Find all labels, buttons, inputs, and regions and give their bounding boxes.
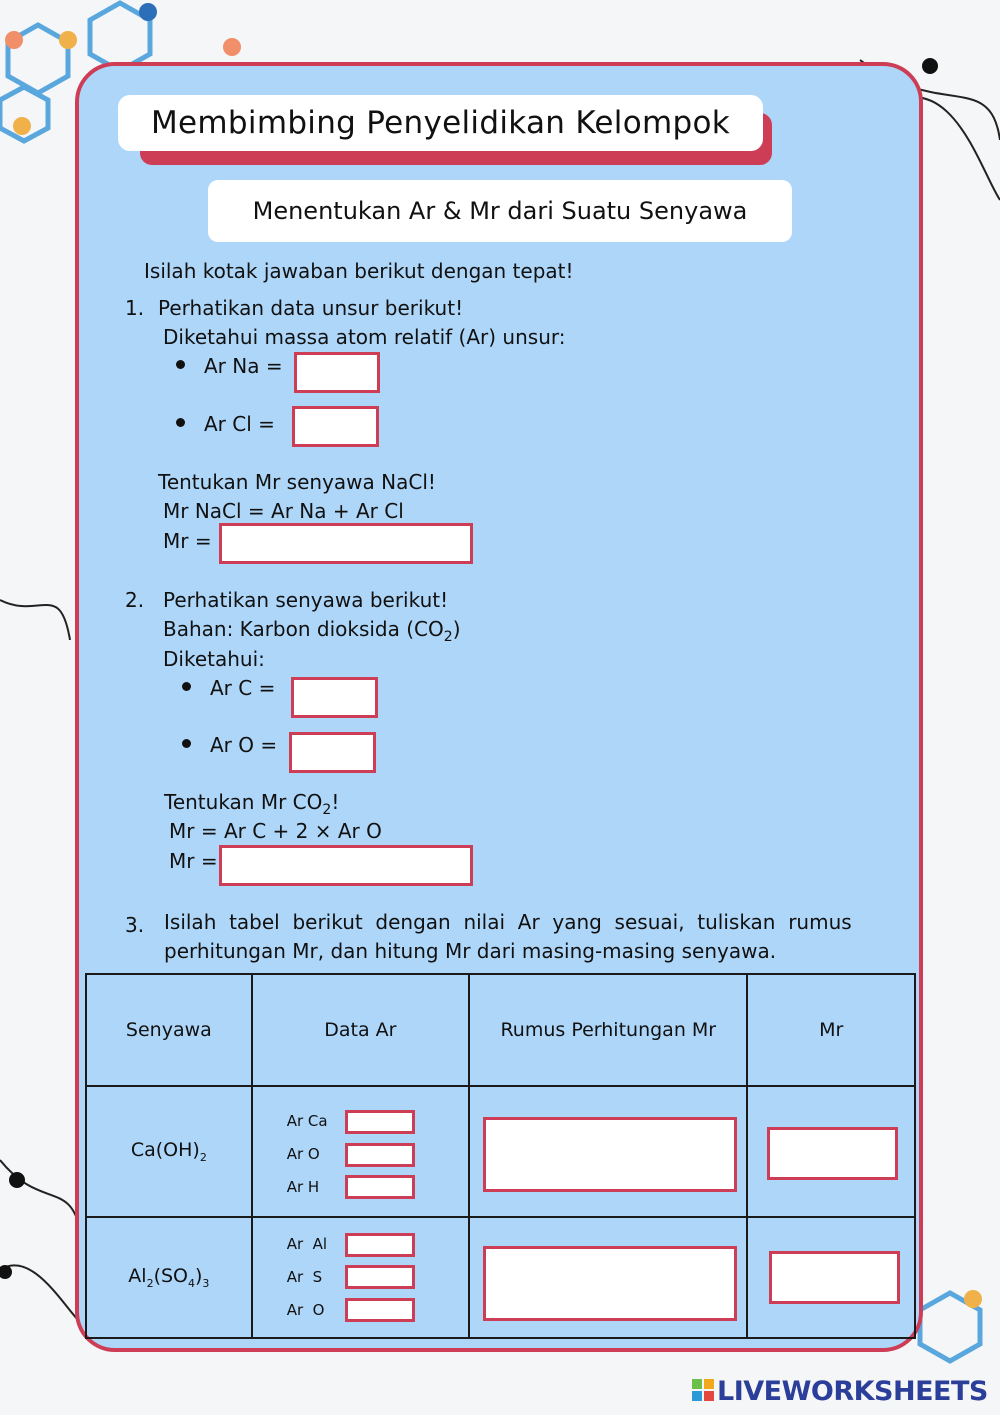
instruction-text: Isilah kotak jawaban berikut dengan tepat! bbox=[144, 259, 574, 283]
header-senyawa: Senyawa bbox=[86, 974, 252, 1086]
header-mr: Mr bbox=[747, 974, 915, 1086]
answer-table bbox=[85, 973, 916, 1339]
compound-cell: $Ca(OH)_2$ bbox=[86, 1086, 252, 1217]
q1-text: Perhatikan data unsur berikut! bbox=[158, 296, 464, 320]
bullet-icon bbox=[176, 360, 185, 369]
ar-al-input[interactable] bbox=[345, 1233, 415, 1257]
ar-o2-input[interactable] bbox=[345, 1298, 415, 1322]
header-data-ar: Data Ar bbox=[252, 974, 469, 1086]
q1-ar-cl-input[interactable] bbox=[292, 406, 379, 447]
q3-number: 3. bbox=[125, 913, 145, 937]
q2-mr-label: Mr = bbox=[169, 849, 218, 873]
mr-input[interactable] bbox=[769, 1251, 900, 1304]
compound-cell: $Al_2(SO_4)_3$ bbox=[86, 1217, 252, 1338]
ar-label: Ar S bbox=[286, 1268, 323, 1286]
ar-label: Ar Al bbox=[286, 1235, 328, 1253]
ar-label: Ar H bbox=[286, 1178, 320, 1196]
table-row bbox=[86, 1086, 915, 1217]
q1-ar-na-input[interactable] bbox=[294, 352, 380, 393]
mr-input[interactable] bbox=[767, 1127, 898, 1180]
q1-mr-label: Mr = bbox=[163, 529, 212, 553]
ar-label: Ar O bbox=[286, 1301, 325, 1319]
brand-text: LIVEWORKSHEETS bbox=[717, 1376, 988, 1407]
q2-given: Diketahui: bbox=[163, 647, 265, 671]
q2-material: Bahan: Karbon dioksida $(CO_2)$ bbox=[163, 617, 461, 645]
q3-line-1: Isilah tabel berikut dengan nilai Ar yang sesuai, tuliskan rumus bbox=[164, 910, 852, 934]
ar-label: Ar O bbox=[286, 1145, 320, 1163]
rumus-cell bbox=[469, 1086, 747, 1217]
q1-mr-input[interactable] bbox=[219, 523, 473, 564]
q1-given: Diketahui massa atom relatif (Ar) unsur: bbox=[163, 325, 566, 349]
rumus-cell bbox=[469, 1217, 747, 1338]
ar-o-input[interactable] bbox=[345, 1143, 415, 1167]
liveworksheets-icon bbox=[692, 1379, 714, 1401]
q1-formula: Mr NaCl = Ar Na + Ar Cl bbox=[163, 499, 404, 523]
ar-label: Ar Ca bbox=[286, 1112, 328, 1130]
q1-ar-na-label: Ar Na = bbox=[204, 354, 283, 378]
header-rumus: Rumus Perhitungan Mr bbox=[469, 974, 747, 1086]
bullet-icon bbox=[182, 739, 191, 748]
ar-h-input[interactable] bbox=[345, 1175, 415, 1199]
q2-ar-c-input[interactable] bbox=[291, 677, 378, 718]
data-ar-cell bbox=[252, 1086, 469, 1217]
rumus-input[interactable] bbox=[483, 1117, 737, 1192]
bullet-icon bbox=[176, 418, 185, 427]
mr-cell bbox=[747, 1217, 915, 1338]
page-title: Membimbing Penyelidikan Kelompok bbox=[118, 95, 763, 151]
q3-line-2: perhitungan Mr, dan hitung Mr dari masing-masing senyawa. bbox=[164, 939, 777, 963]
table-row bbox=[86, 1217, 915, 1338]
bullet-icon bbox=[182, 682, 191, 691]
data-ar-cell bbox=[252, 1217, 469, 1338]
q1-ar-cl-label: Ar Cl = bbox=[204, 412, 275, 436]
brand-logo bbox=[692, 1376, 988, 1407]
q2-mr-input[interactable] bbox=[219, 845, 473, 886]
q2-text: Perhatikan senyawa berikut! bbox=[163, 588, 449, 612]
q2-ar-o-input[interactable] bbox=[289, 732, 376, 773]
q2-ar-c-label: Ar C = bbox=[210, 676, 276, 700]
mr-cell bbox=[747, 1086, 915, 1217]
table-header-row bbox=[86, 974, 915, 1086]
rumus-input[interactable] bbox=[483, 1246, 737, 1321]
q2-number: 2. bbox=[125, 588, 145, 612]
q2-ar-o-label: Ar O = bbox=[210, 733, 278, 757]
q1-number: 1. bbox=[125, 296, 145, 320]
ar-s-input[interactable] bbox=[345, 1265, 415, 1289]
ar-ca-input[interactable] bbox=[345, 1110, 415, 1134]
q2-task: Tentukan Mr $CO_2$! bbox=[164, 790, 340, 818]
q2-formula: Mr = Ar C + 2 × Ar O bbox=[169, 819, 382, 843]
page-subtitle: Menentukan Ar & Mr dari Suatu Senyawa bbox=[208, 180, 792, 242]
q1-task: Tentukan Mr senyawa NaCl! bbox=[158, 470, 436, 494]
